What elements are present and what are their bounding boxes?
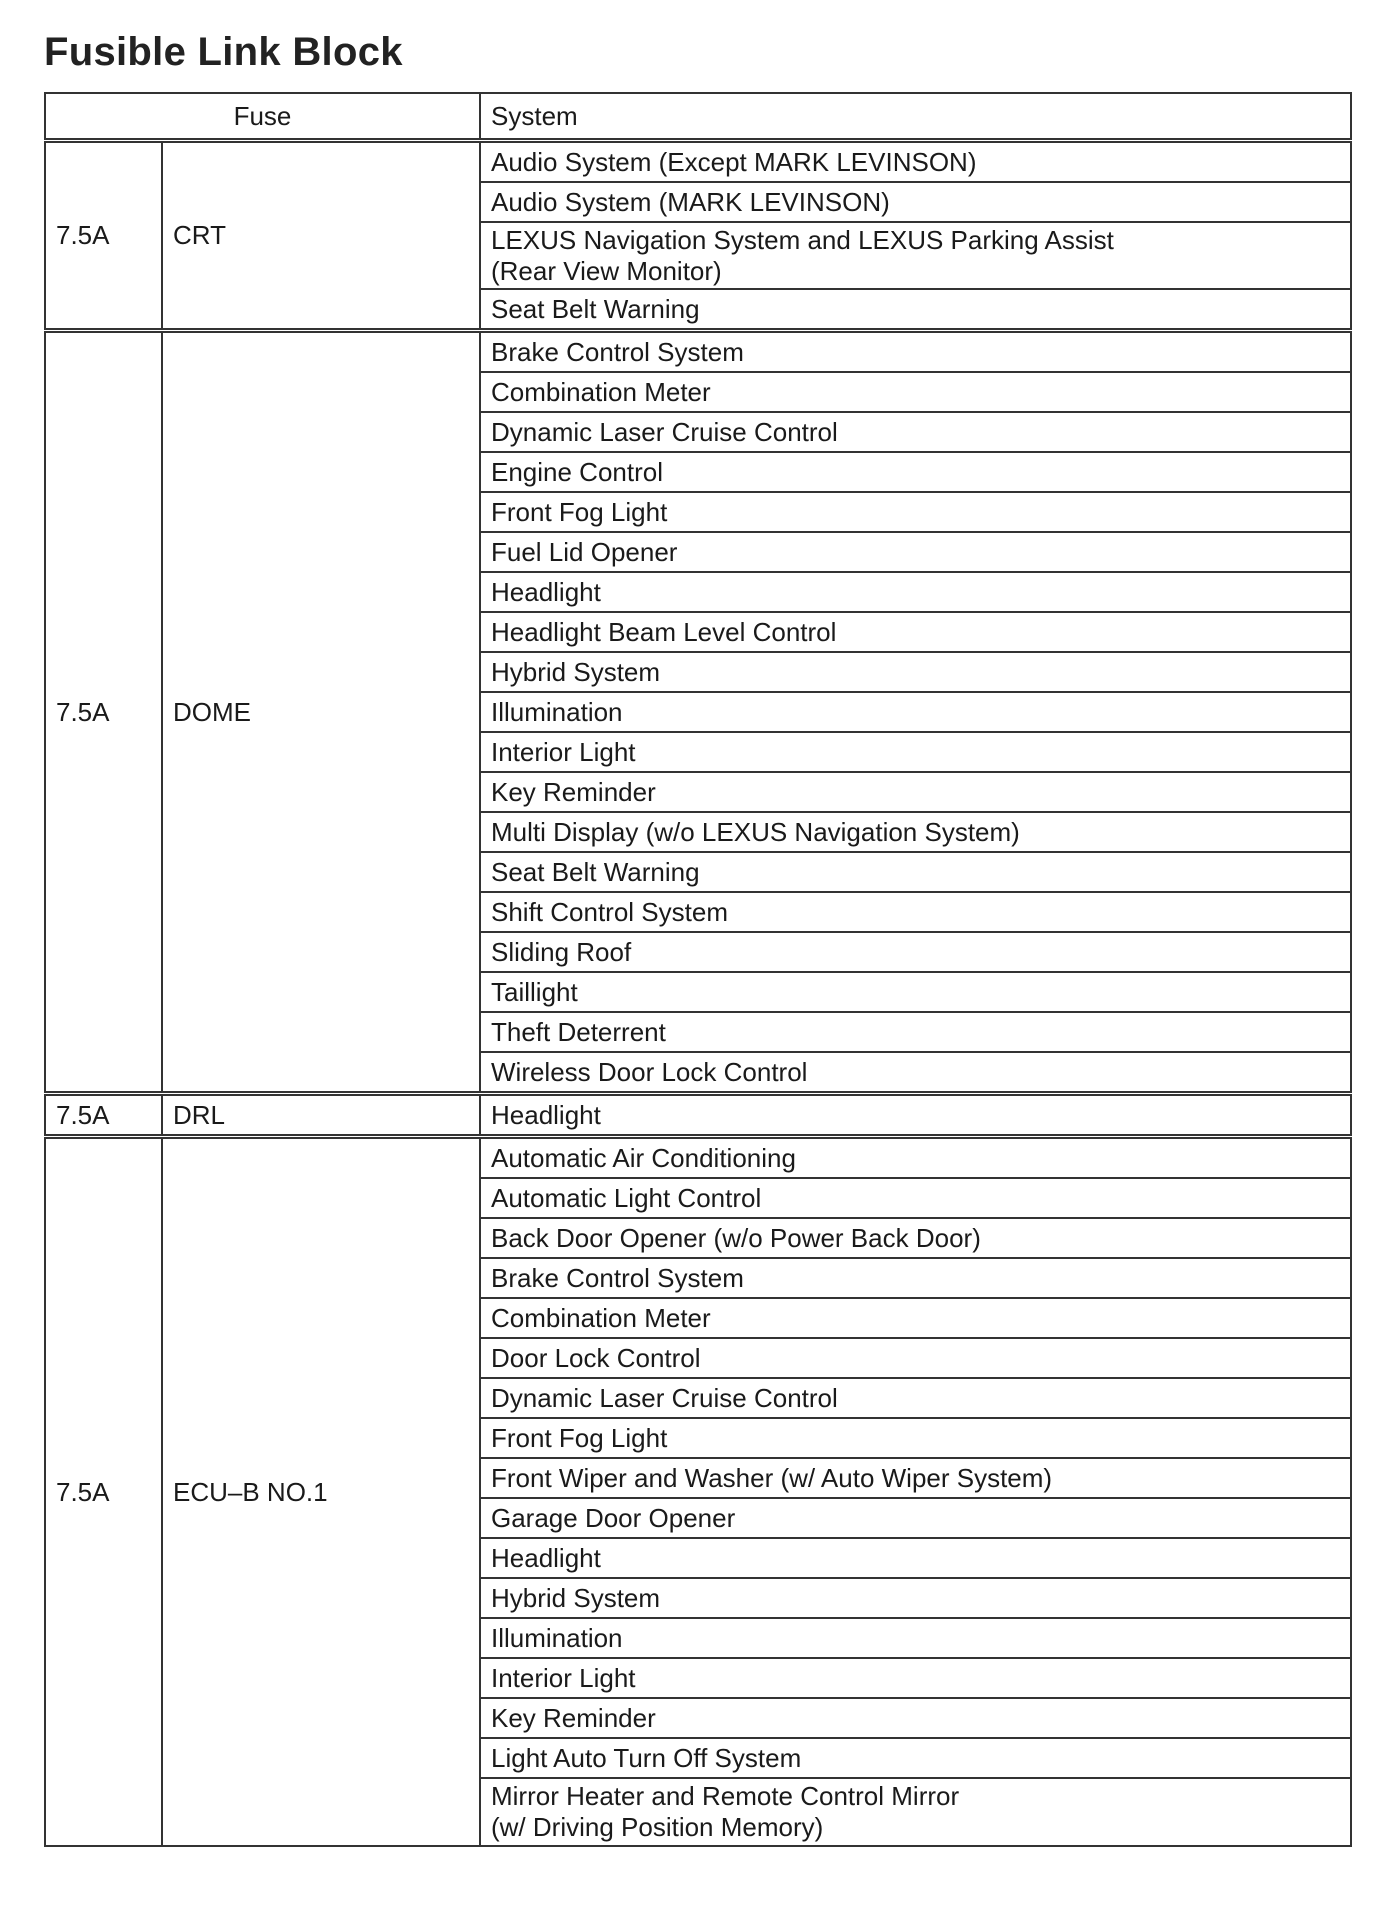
system-name: Brake Control System (491, 337, 744, 367)
system-cell (480, 492, 1351, 532)
system-name: Light Auto Turn Off System (491, 1743, 802, 1773)
system-name: Illumination (491, 697, 623, 727)
system-name: Mirror Heater and Remote Control Mirror (w/ Driving Position Memory) (491, 1781, 960, 1843)
fuse-table (44, 92, 1352, 1847)
system-cell (480, 412, 1351, 452)
system-cell (480, 331, 1351, 373)
system-cell (480, 141, 1351, 183)
fuse-name: DOME (162, 331, 480, 1094)
system-cell (480, 1698, 1351, 1738)
system-cell (480, 692, 1351, 732)
system-cell (480, 932, 1351, 972)
fuse-group (45, 1137, 1351, 1846)
system-name: Multi Display (w/o LEXUS Navigation System) (491, 817, 1020, 847)
fuse-name: DRL (162, 1094, 480, 1137)
system-cell (480, 289, 1351, 331)
system-name: Audio System (Except MARK LEVINSON) (491, 146, 977, 177)
system-name: LEXUS Navigation System and LEXUS Parking Assist (Rear View Monitor) (491, 225, 1114, 286)
system-name: Brake Control System (491, 1263, 744, 1293)
fuse-group (45, 141, 1351, 331)
table-row (45, 1137, 1351, 1179)
system-name: Front Fog Light (491, 1423, 668, 1453)
system-name: Front Wiper and Washer (w/ Auto Wiper System) (491, 1463, 1053, 1493)
system-cell (480, 1538, 1351, 1578)
fuse-amperage: 7.5A (45, 1094, 162, 1137)
system-name: Shift Control System (491, 897, 728, 927)
system-cell (480, 1618, 1351, 1658)
system-name: Garage Door Opener (491, 1503, 736, 1533)
table-row (45, 1094, 1351, 1137)
system-name: Automatic Air Conditioning (491, 1143, 796, 1173)
system-cell (480, 372, 1351, 412)
system-name: Seat Belt Warning (491, 294, 700, 324)
system-cell (480, 1498, 1351, 1538)
table-row (45, 141, 1351, 183)
fuse-group (45, 331, 1351, 1094)
system-name: Automatic Light Control (491, 1183, 762, 1213)
system-cell (480, 222, 1351, 289)
system-cell (480, 1012, 1351, 1052)
system-name: Key Reminder (491, 1703, 656, 1733)
system-cell (480, 1578, 1351, 1618)
system-name: Hybrid System (491, 657, 661, 687)
fuse-name: ECU–B NO.1 (162, 1137, 480, 1846)
system-cell (480, 812, 1351, 852)
system-name: Sliding Roof (491, 937, 632, 967)
system-cell (480, 1218, 1351, 1258)
system-name: Headlight (491, 1543, 601, 1573)
system-cell (480, 892, 1351, 932)
system-name: Front Fog Light (491, 497, 668, 527)
system-cell (480, 1778, 1351, 1845)
system-cell (480, 1658, 1351, 1698)
system-cell (480, 1738, 1351, 1778)
system-cell (480, 972, 1351, 1012)
system-name: Hybrid System (491, 1583, 661, 1613)
system-name: Interior Light (491, 737, 636, 767)
system-cell (480, 1052, 1351, 1094)
system-cell (480, 732, 1351, 772)
header-row (45, 93, 1351, 141)
system-name: Taillight (491, 977, 578, 1007)
system-name: Dynamic Laser Cruise Control (491, 417, 838, 447)
system-name: Illumination (491, 1623, 623, 1653)
system-name: Headlight Beam Level Control (491, 617, 837, 647)
system-cell (480, 852, 1351, 892)
system-cell (480, 1418, 1351, 1458)
system-cell (480, 1378, 1351, 1418)
system-name: Engine Control (491, 457, 663, 487)
system-cell (480, 652, 1351, 692)
system-name: Headlight (491, 577, 601, 607)
system-name: Dynamic Laser Cruise Control (491, 1383, 838, 1413)
fuse-group (45, 1094, 1351, 1137)
system-name: Door Lock Control (491, 1343, 701, 1373)
system-name: Headlight (491, 1100, 601, 1130)
fuse-amperage: 7.5A (45, 1137, 162, 1846)
fuse-amperage: 7.5A (45, 331, 162, 1094)
system-name: Fuel Lid Opener (491, 537, 678, 567)
system-name: Interior Light (491, 1663, 636, 1693)
header-system: System (480, 93, 1351, 141)
system-name: Combination Meter (491, 1303, 711, 1333)
fuse-name: CRT (162, 141, 480, 331)
system-cell (480, 1094, 1351, 1137)
fuse-amperage: 7.5A (45, 141, 162, 331)
system-cell (480, 1258, 1351, 1298)
page-title: Fusible Link Block (44, 30, 403, 74)
system-cell (480, 1338, 1351, 1378)
header-fuse: Fuse (45, 93, 480, 141)
system-cell (480, 572, 1351, 612)
system-cell (480, 532, 1351, 572)
system-name: Key Reminder (491, 777, 656, 807)
system-cell (480, 612, 1351, 652)
system-cell (480, 1137, 1351, 1179)
system-cell (480, 1178, 1351, 1218)
system-name: Audio System (MARK LEVINSON) (491, 186, 890, 217)
system-cell (480, 1298, 1351, 1338)
system-name: Wireless Door Lock Control (491, 1057, 808, 1087)
system-cell (480, 182, 1351, 222)
system-name: Combination Meter (491, 377, 711, 407)
system-name: Back Door Opener (w/o Power Back Door) (491, 1223, 981, 1253)
system-cell (480, 772, 1351, 812)
system-name: Theft Deterrent (491, 1017, 666, 1047)
table-row (45, 331, 1351, 373)
system-cell (480, 452, 1351, 492)
system-cell (480, 1458, 1351, 1498)
system-name: Seat Belt Warning (491, 857, 700, 887)
